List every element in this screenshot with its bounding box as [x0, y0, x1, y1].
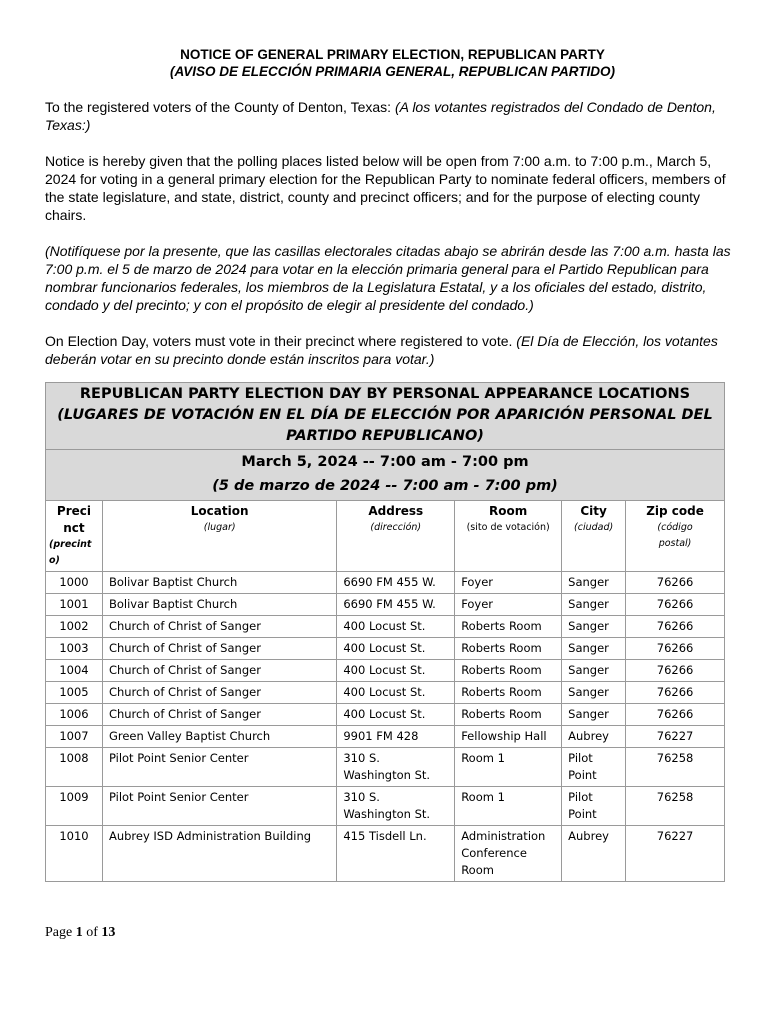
- cell-location: Green Valley Baptist Church: [102, 726, 336, 748]
- column-header-address: Address (dirección): [337, 501, 455, 572]
- table-row: [46, 616, 725, 638]
- cell-city: Sanger: [562, 704, 626, 726]
- table-row: [46, 748, 725, 787]
- cell-city: Sanger: [562, 682, 626, 704]
- table-row: [46, 660, 725, 682]
- cell-room: Foyer: [455, 572, 562, 594]
- notice-paragraph-es: (Notifíquese por la presente, que las casillas electorales citadas abajo se abrirán desde las 7:00 a.m. hasta las 7:00 p.m. el 5 de marzo de 2024 para votar en la elección primaria general para el Partido Republican para nombrar funcionarios federales, los miembros de la Legislatura Estatal, y a los oficiales del estado, distrito, condado y del precinto; y con el propósito de elegir al presidente del condado.): [45, 243, 731, 313]
- page-footer: [45, 925, 115, 941]
- cell-zip: 76266: [626, 638, 725, 660]
- table-heading-en: REPUBLICAN PARTY ELECTION DAY BY PERSONAL APPEARANCE LOCATIONS: [79, 386, 691, 402]
- table-row: [46, 638, 725, 660]
- cell-room: Fellowship Hall: [455, 726, 562, 748]
- cell-room: Roberts Room: [455, 660, 562, 682]
- cell-address: 6690 FM 455 W.: [337, 594, 455, 616]
- cell-city: Sanger: [562, 572, 626, 594]
- intro-voters-es: (A los votantes registrados del Condado de Denton, Texas:): [45, 99, 716, 133]
- polling-locations-table: [45, 382, 725, 882]
- election-day-en: On Election Day, voters must vote in their precinct where registered to vote.: [45, 333, 513, 349]
- cell-location: Church of Christ of Sanger: [102, 704, 336, 726]
- cell-precinct: 1008: [46, 748, 103, 787]
- table-heading: [46, 383, 725, 450]
- cell-zip: 76266: [626, 572, 725, 594]
- cell-location: Church of Christ of Sanger: [102, 660, 336, 682]
- cell-precinct: 1009: [46, 787, 103, 826]
- table-row: [46, 787, 725, 826]
- intro-voters-en: To the registered voters of the County of Denton, Texas:: [45, 99, 392, 115]
- table-heading-es: (LUGARES DE VOTACIÓN EN EL DÍA DE ELECCIÓN POR APARICIÓN PERSONAL DEL PARTIDO REPUBLICANO): [57, 407, 713, 444]
- election-day-paragraph: [45, 332, 740, 368]
- table-row: [46, 682, 725, 704]
- footer-page-current: 1: [75, 925, 83, 940]
- table-row: [46, 594, 725, 616]
- cell-room: Foyer: [455, 594, 562, 616]
- cell-room: Roberts Room: [455, 638, 562, 660]
- cell-precinct: 1003: [46, 638, 103, 660]
- cell-zip: 76258: [626, 787, 725, 826]
- cell-zip: 76266: [626, 660, 725, 682]
- cell-address: 310 S. Washington St.: [337, 748, 455, 787]
- table-date-es: (5 de marzo de 2024 -- 7:00 am - 7:00 pm): [212, 478, 558, 494]
- cell-city: Sanger: [562, 616, 626, 638]
- column-header-precinct: Precinct (precinto): [46, 501, 103, 572]
- footer-page-word: Page: [45, 925, 73, 940]
- cell-city: Pilot Point: [562, 787, 626, 826]
- footer-of-word: of: [86, 925, 98, 940]
- cell-room: Roberts Room: [455, 616, 562, 638]
- table-row: [46, 572, 725, 594]
- cell-precinct: 1002: [46, 616, 103, 638]
- page-subtitle: (AVISO DE ELECCIÓN PRIMARIA GENERAL, REPUBLICAN PARTIDO): [169, 64, 616, 79]
- table-date: [46, 450, 725, 501]
- cell-zip: 76227: [626, 826, 725, 882]
- cell-location: Church of Christ of Sanger: [102, 616, 336, 638]
- cell-location: Bolivar Baptist Church: [102, 594, 336, 616]
- cell-zip: 76266: [626, 682, 725, 704]
- table-heading-row: [46, 383, 725, 450]
- cell-location: Church of Christ of Sanger: [102, 638, 336, 660]
- cell-room: Room 1: [455, 787, 562, 826]
- notice-paragraph-en: Notice is hereby given that the polling places listed below will be open from 7:00 a.m. to 7:00 p.m., March 5, 2024 for voting in a general primary election for the Republican Party to nominate federal officers, members of the state legislature, and state, district, county and precinct officers; and for the purpose of electing county chairs.: [45, 153, 726, 223]
- cell-city: Sanger: [562, 638, 626, 660]
- cell-precinct: 1010: [46, 826, 103, 882]
- cell-city: Pilot Point: [562, 748, 626, 787]
- cell-zip: 76266: [626, 594, 725, 616]
- intro-voters-paragraph: [45, 98, 740, 134]
- cell-precinct: 1000: [46, 572, 103, 594]
- cell-room: Roberts Room: [455, 704, 562, 726]
- cell-city: Sanger: [562, 594, 626, 616]
- cell-precinct: 1007: [46, 726, 103, 748]
- cell-precinct: 1005: [46, 682, 103, 704]
- table-row: [46, 826, 725, 882]
- cell-address: 415 Tisdell Ln.: [337, 826, 455, 882]
- cell-address: 400 Locust St.: [337, 616, 455, 638]
- cell-address: 400 Locust St.: [337, 660, 455, 682]
- cell-location: Aubrey ISD Administration Building: [102, 826, 336, 882]
- table-date-en: March 5, 2024 -- 7:00 am - 7:00 pm: [241, 454, 529, 470]
- cell-zip: 76266: [626, 616, 725, 638]
- cell-precinct: 1004: [46, 660, 103, 682]
- cell-zip: 76227: [626, 726, 725, 748]
- table-row: [46, 726, 725, 748]
- cell-location: Pilot Point Senior Center: [102, 787, 336, 826]
- cell-address: 6690 FM 455 W.: [337, 572, 455, 594]
- cell-location: Pilot Point Senior Center: [102, 748, 336, 787]
- column-header-room: Room (sito de votación): [455, 501, 562, 572]
- cell-city: Aubrey: [562, 726, 626, 748]
- election-day-es: (El Día de Elección, los votantes deberán votar en su precinto donde están inscritos para votar.): [45, 333, 718, 367]
- cell-room: Roberts Room: [455, 682, 562, 704]
- cell-address: 400 Locust St.: [337, 704, 455, 726]
- column-header-row: [46, 501, 725, 572]
- cell-address: 400 Locust St.: [337, 682, 455, 704]
- cell-location: Church of Christ of Sanger: [102, 682, 336, 704]
- cell-city: Sanger: [562, 660, 626, 682]
- column-header-city: City (ciudad): [562, 501, 626, 572]
- cell-location: Bolivar Baptist Church: [102, 572, 336, 594]
- cell-room: Room 1: [455, 748, 562, 787]
- notice-page: [45, 46, 740, 882]
- cell-precinct: 1006: [46, 704, 103, 726]
- table-row: [46, 704, 725, 726]
- column-header-location: Location (lugar): [102, 501, 336, 572]
- page-title: NOTICE OF GENERAL PRIMARY ELECTION, REPUBLICAN PARTY: [180, 47, 605, 62]
- cell-address: 400 Locust St.: [337, 638, 455, 660]
- table-date-row: [46, 450, 725, 501]
- footer-page-total: 13: [101, 925, 116, 940]
- cell-zip: 76258: [626, 748, 725, 787]
- cell-city: Aubrey: [562, 826, 626, 882]
- cell-precinct: 1001: [46, 594, 103, 616]
- cell-room: Administration Conference Room: [455, 826, 562, 882]
- cell-zip: 76266: [626, 704, 725, 726]
- column-header-zip: Zip code (código postal): [626, 501, 725, 572]
- cell-address: 310 S. Washington St.: [337, 787, 455, 826]
- cell-address: 9901 FM 428: [337, 726, 455, 748]
